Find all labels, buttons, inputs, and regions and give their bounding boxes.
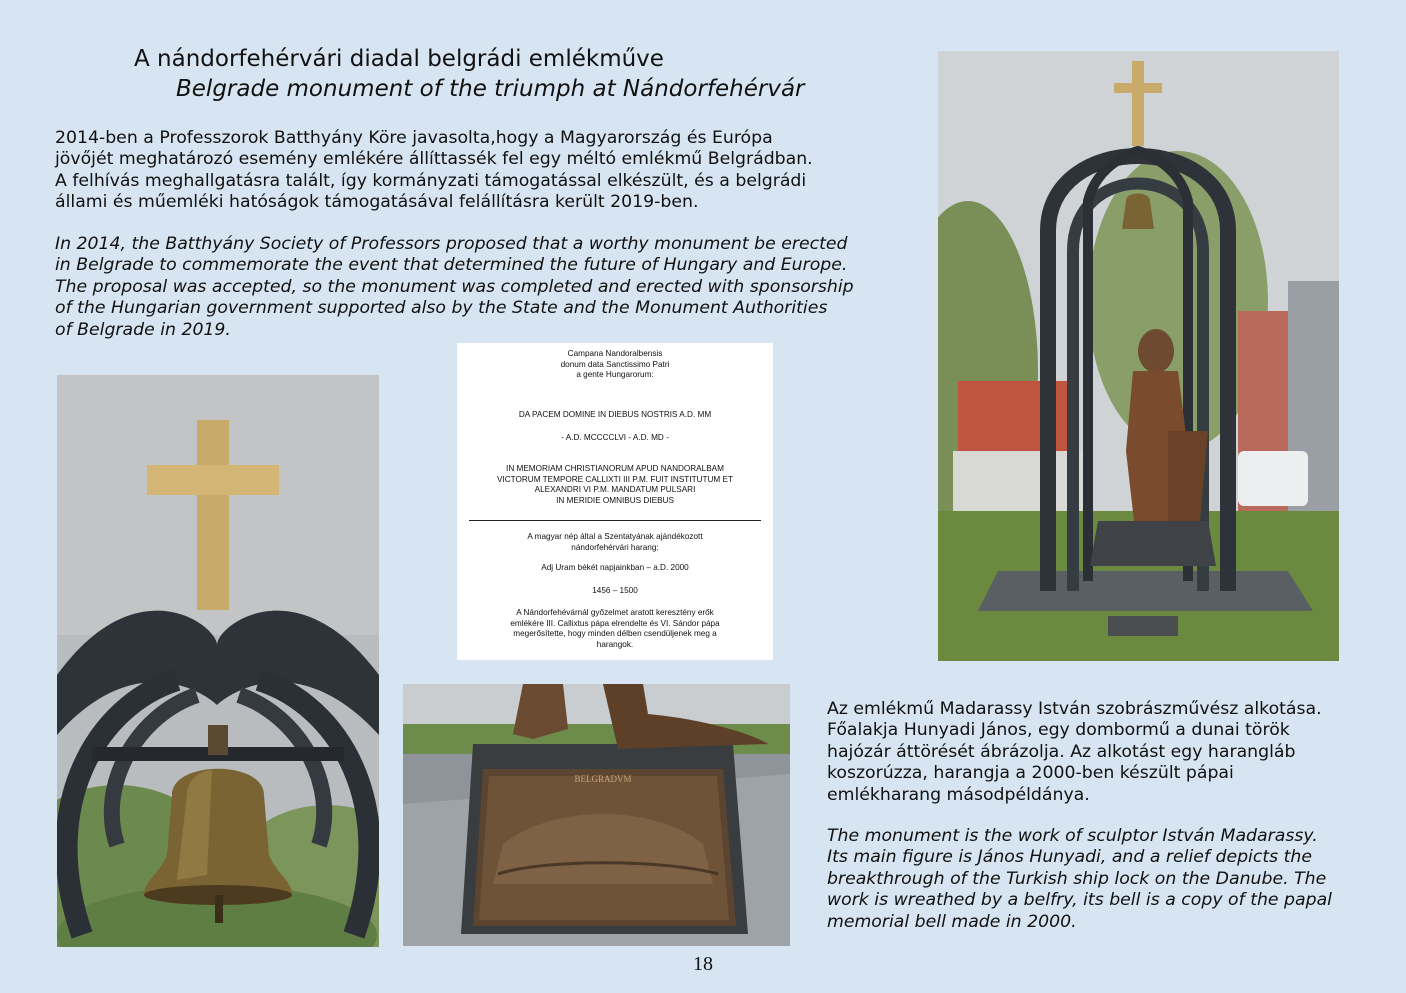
- inscription-latin-years: - A.D. MCCCCLVI - A.D. MD -: [561, 433, 669, 442]
- intro-hungarian: 2014-ben a Professzorok Batthyány Köre javasolta,hogy a Magyarország és Európa jövőjét meghatározó esemény emlékére állíttassék fel egy méltó emlékmű Belgrádban. A felhívás meghallgatásra talált, így kormányzati támogatással elkészült, és a belgrádi állami és műemléki hatóságok támogatásával felállításra került 2019-ben.: [55, 128, 813, 213]
- relief-label: BELGRADVM: [574, 774, 632, 784]
- relief-plinth-photo: [403, 684, 790, 946]
- bell-closeup-photo: [57, 375, 379, 947]
- bell-inscription-card: [457, 343, 773, 660]
- inscription-hungarian-years: 1456 – 1500: [592, 586, 638, 595]
- page-number: 18: [693, 953, 713, 975]
- intro-english: In 2014, the Batthyány Society of Professors proposed that a worthy monument be erected in Belgrade to commemorate the event that determined the future of Hungary and Europe. The proposal was accepted, so the monument was completed and erected with sponsorship of the Hungarian government supported also by the State and the Monument Authorities of Belgrade in 2019.: [55, 234, 854, 340]
- inscription-hungarian-body: A Nándorfehévárnál győzelmet aratott keresztény erők emlékére III. Callixtus pápa elrendelte és VI. Sándor pápa megerősítette, hogy minden délben csendüljenek meg a harangok.: [510, 608, 720, 649]
- description-english: The monument is the work of sculptor István Madarassy. Its main figure is János Hunyadi, and a relief depicts the breakthrough of the Turkish ship lock on the Danube. The work is wreathed by a belfry, its bell is a copy of the papal memorial bell made in 2000.: [827, 826, 1332, 932]
- inscription-divider: [469, 520, 761, 521]
- description-hungarian: Az emlékmű Madarassy István szobrászművész alkotása. Főalakja Hunyadi János, egy dombormű a dunai török hajózár áttörését ábrázolja. Az alkotást egy harangláb koszorúzza, harangja a 2000-ben készült pápai emlékharang másodpéldánya.: [827, 699, 1322, 805]
- inscription-hungarian-header: A magyar nép által a Szentatyának ajándékozott nándorfehérvári harang:: [527, 532, 703, 552]
- inscription-latin-body: IN MEMORIAM CHRISTIANORUM APUD NANDORALBAM VICTORUM TEMPORE CALLIXTI III P.M. FUIT INSTITUTUM ET ALEXANDRI VI P.M. MANDATUM PULSARI IN MERIDIE OMNIBUS DIEBUS: [497, 464, 733, 505]
- title-hungarian: A nándorfehérvári diadal belgrádi emlékműve: [134, 46, 664, 72]
- title-english: Belgrade monument of the triumph at Nándorfehérvár: [176, 76, 805, 102]
- inscription-latin-header: Campana Nandoralbensis donum data Sanctissimo Patri a gente Hungarorum:: [560, 349, 670, 380]
- inscription-hungarian-motto: Adj Uram békét napjainkban – a.D. 2000: [541, 563, 689, 572]
- inscription-latin-motto: DA PACEM DOMINE IN DIEBUS NOSTRIS A.D. MM: [518, 410, 712, 419]
- monument-photo: [938, 51, 1339, 661]
